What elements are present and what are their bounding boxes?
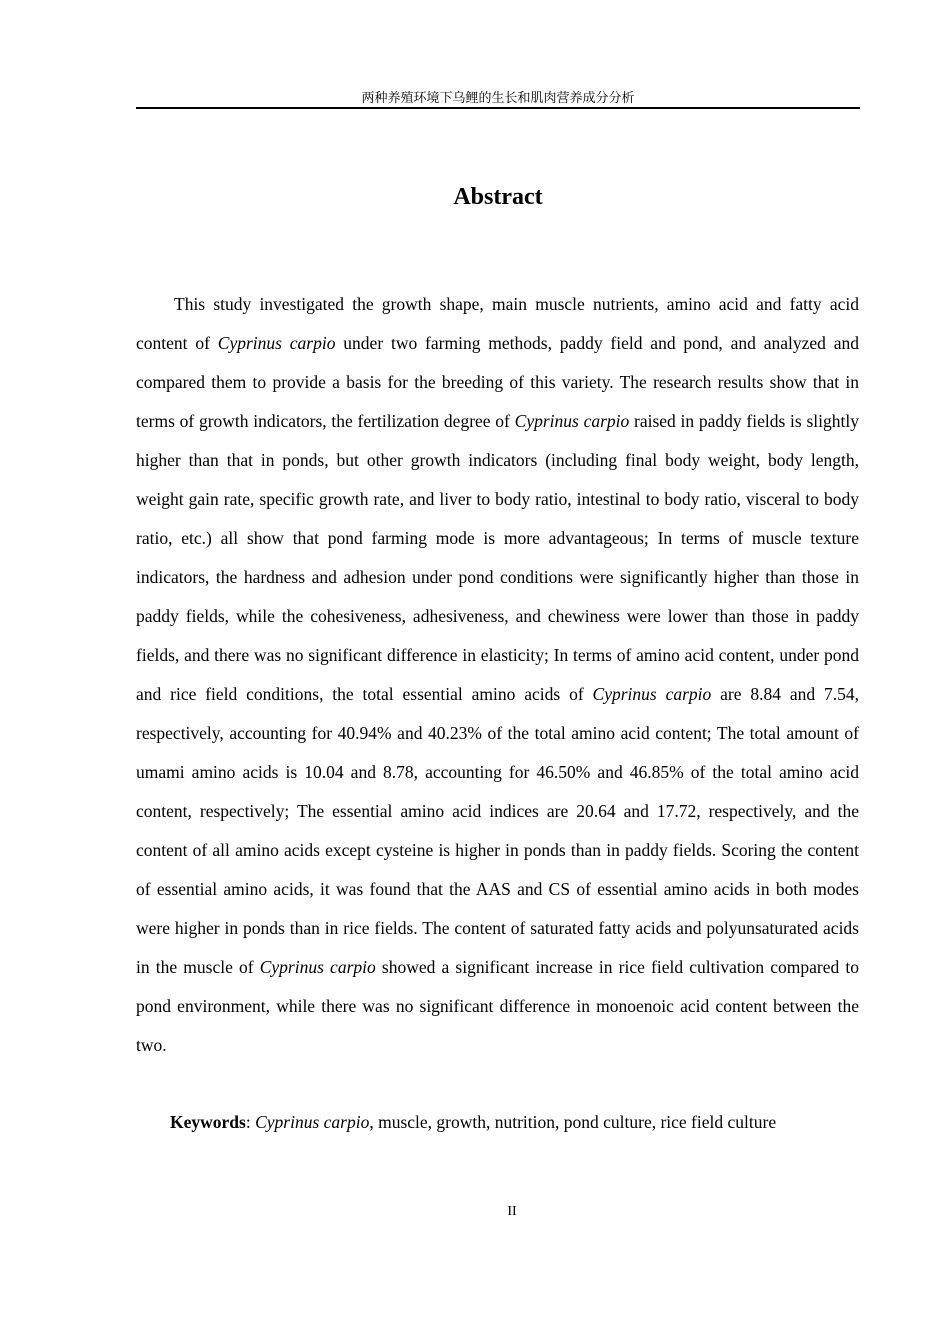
abstract-paragraph xyxy=(136,285,859,1065)
page-title: Abstract xyxy=(453,184,543,210)
keyword-species: Cyprinus carpio xyxy=(255,1112,370,1132)
species-name: Cyprinus carpio xyxy=(259,957,376,977)
abstract-text-1: This study investigated the growth shape, main muscle nutrients, amino acid and fatty acid content of xyxy=(136,294,859,353)
abstract-text-5: showed a significant increase in rice field cultivation compared to pond environment, while there was no significant difference in monoenoic acid content between the two. xyxy=(136,957,859,1055)
page-number: II xyxy=(507,1204,517,1219)
species-name: Cyprinus carpio xyxy=(217,333,336,353)
keywords-label: Keywords xyxy=(170,1112,246,1132)
keywords-separator: : xyxy=(245,1112,256,1132)
abstract-text-3: raised in paddy fields is slightly higher than that in ponds, but other growth indicators (including final body weight, body length, weight gain rate, specific growth rate, and liver to body ratio, intestinal to body ratio, visceral to body ratio, etc.) all show that pond farming mode is more advantageous; In terms of muscle texture indicators, the hardness and adhesion under pond conditions were significantly higher than those in paddy fields, while the cohesiveness, adhesiveness, and chewiness were lower than those in paddy fields, and there was no significant difference in elasticity; In terms of amino acid content, under pond and rice field conditions, the total essential amino acids of xyxy=(136,411,859,704)
header-rule xyxy=(136,107,860,109)
running-header: 两种养殖环境下乌鲤的生长和肌肉营养成分分析 xyxy=(361,91,635,106)
abstract-text-2: under two farming methods, paddy field and pond, and analyzed and compared them to provide a basis for the breeding of this variety. The research results show that in terms of growth indicators, the fertilization degree of xyxy=(136,333,859,431)
keywords-list: , muscle, growth, nutrition, pond culture, rice field culture xyxy=(369,1112,777,1132)
species-name: Cyprinus carpio xyxy=(592,684,712,704)
abstract-text-4: are 8.84 and 7.54, respectively, accounting for 40.94% and 40.23% of the total amino acid content; The total amount of umami amino acids is 10.04 and 8.78, accounting for 46.50% and 46.85% of the total amino acid content, respectively; The essential amino acid indices are 20.64 and 17.72, respectively, and the content of all amino acids except cysteine is higher in ponds than in paddy fields. Scoring the content of essential amino acids, it was found that the AAS and CS of essential amino acids in both modes were higher in ponds than in rice fields. The content of saturated fatty acids and polyunsaturated acids in the muscle of xyxy=(136,684,859,977)
species-name: Cyprinus carpio xyxy=(514,411,630,431)
keywords-line xyxy=(170,1103,870,1141)
